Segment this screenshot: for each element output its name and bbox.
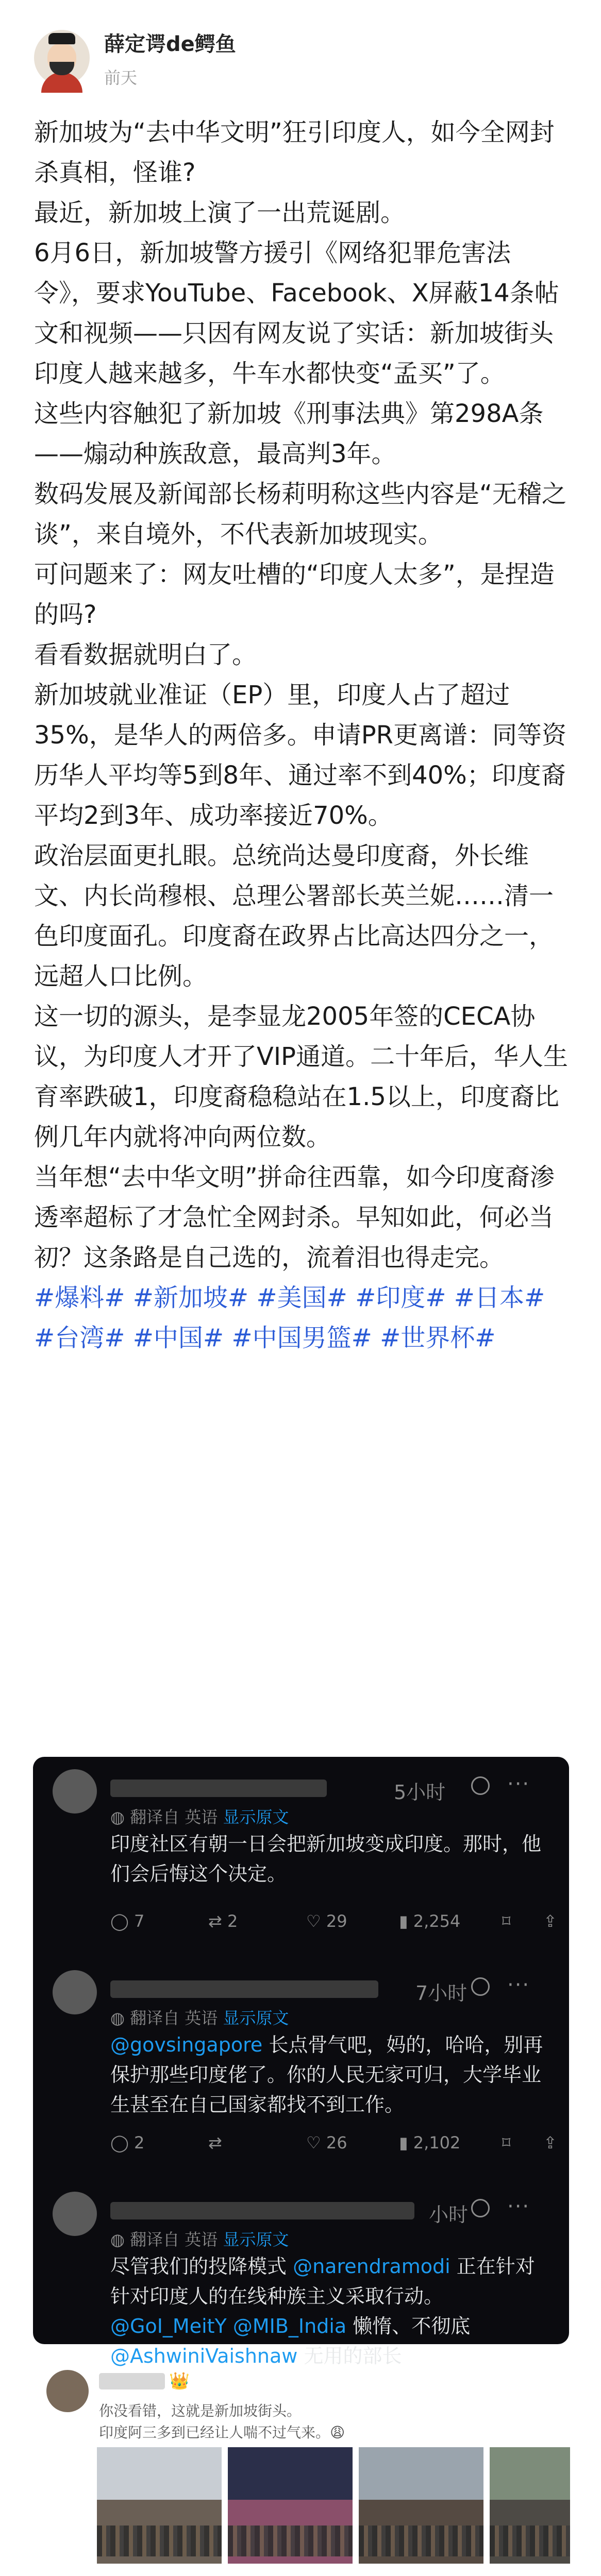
photo-sky bbox=[97, 2447, 222, 2500]
reply-count-value: 2 bbox=[133, 2133, 145, 2153]
grok-icon bbox=[471, 1977, 490, 1996]
comment-avatar bbox=[46, 2370, 89, 2412]
photo-sky bbox=[490, 2447, 570, 2500]
view-count-value: 2,254 bbox=[413, 1911, 461, 1931]
globe-icon: ◍ bbox=[110, 2230, 130, 2249]
comment-preview bbox=[34, 2370, 570, 2576]
vip-badge-icon: 👑 bbox=[169, 2371, 190, 2391]
comment-photo bbox=[490, 2447, 570, 2564]
repost-count bbox=[208, 2133, 222, 2153]
translation-note bbox=[110, 2227, 289, 2250]
post-header bbox=[34, 23, 570, 95]
tweet-time: 小时 bbox=[429, 2204, 469, 2226]
more-icon: ··· bbox=[507, 1973, 530, 1997]
tweet-text bbox=[110, 2030, 548, 2120]
tweet-item bbox=[33, 1757, 569, 1953]
tweet-text-part: 懒惰、不彻底 bbox=[346, 2315, 471, 2337]
tweet-time: 7小时 bbox=[415, 1982, 468, 2005]
repost-count bbox=[208, 1911, 238, 1931]
views-icon: ▮ bbox=[399, 2133, 413, 2153]
post-paragraph: 政治层面更扎眼。总统尚达曼印度裔，外长维文、内长尚穆根、总理公署部长英兰妮……清一色印度面孔。印度裔在政界占比高达四分之一，远超人口比例。 bbox=[34, 841, 554, 991]
tweet-username-blurred bbox=[110, 1780, 327, 1797]
heart-icon: ♡ bbox=[306, 2133, 326, 2153]
like-count-value: 29 bbox=[326, 1911, 347, 1931]
grok-icon bbox=[471, 1776, 490, 1795]
tweet-username-blurred bbox=[110, 1980, 378, 1998]
tweet-text bbox=[110, 2251, 548, 2371]
more-icon: ··· bbox=[507, 2195, 530, 2218]
author-avatar[interactable] bbox=[34, 30, 90, 86]
post-paragraph: 新加坡为“去中华文明”狂引印度人，如今全网封杀真相，怪谁? bbox=[34, 118, 555, 187]
heart-icon: ♡ bbox=[306, 1911, 326, 1931]
show-original-link: 显示原文 bbox=[223, 2008, 289, 2028]
repost-count-value: 2 bbox=[227, 1911, 238, 1931]
tweet-text-part: 尽管我们的投降模式 bbox=[110, 2255, 293, 2278]
tweet-mention: @GoI_MeitY bbox=[110, 2315, 227, 2337]
translation-note bbox=[110, 2005, 289, 2029]
tweet-text-part: 正在针对针对印度人的在线种族主义采取行动。 bbox=[110, 2255, 535, 2308]
photo-crowd bbox=[359, 2526, 483, 2556]
like-count bbox=[306, 1911, 347, 1931]
repost-icon: ⇄ bbox=[208, 1911, 227, 1931]
globe-icon: ◍ bbox=[110, 2008, 130, 2028]
view-count bbox=[399, 2133, 460, 2153]
post-paragraph: 看看数据就明白了。 bbox=[34, 640, 257, 669]
photo-crowd bbox=[97, 2526, 222, 2556]
tweet-avatar bbox=[53, 1970, 97, 2014]
photo-sky bbox=[228, 2447, 353, 2500]
tweet-text-part: 无用的部长 bbox=[297, 2345, 402, 2367]
post-paragraph: 当年想“去中华文明”拼命往西靠，如今印度裔渗透率超标了才急忙全网封杀。早知如此，何必当初？这条路是自己选的，流着泪也得走完。 bbox=[34, 1163, 555, 1272]
share-icon: ⇪ bbox=[543, 2133, 557, 2153]
comment-photo bbox=[228, 2447, 353, 2564]
reply-icon: ◯ bbox=[110, 2133, 134, 2153]
comment-text: 你没看错，这就是新加坡街头。 bbox=[99, 2402, 302, 2419]
avatar-beard bbox=[49, 62, 74, 75]
reply-count-value: 7 bbox=[133, 1911, 145, 1931]
avatar-hat bbox=[48, 33, 75, 44]
view-count-value: 2,102 bbox=[413, 2133, 461, 2153]
avatar-body bbox=[41, 72, 82, 93]
post-paragraph: 新加坡就业准证（EP）里，印度人占了超过35%，是华人的两倍多。申请PR更离谱：同等资历华人平均等5到8年、通过率不到40%；印度裔平均2到3年、成功率接近70%。 bbox=[34, 681, 566, 830]
views-icon: ▮ bbox=[399, 1911, 413, 1931]
post-paragraph: 最近，新加坡上演了一出荒诞剧。 bbox=[34, 198, 406, 227]
post-paragraph: 数码发展及新闻部长杨莉明称这些内容是“无稽之谈”，来自境外，不代表新加坡现实。 bbox=[34, 480, 566, 549]
topic-tags[interactable]: #爆料# #新加坡# #美国# #印度# #日本# #台湾# #中国# #中国男篮# #世界杯# bbox=[34, 1283, 545, 1352]
tweet-mention: @govsingapore bbox=[110, 2033, 263, 2056]
tweet-avatar bbox=[53, 1769, 97, 1814]
photo-sky bbox=[359, 2447, 483, 2500]
show-original-link: 显示原文 bbox=[223, 1807, 289, 1827]
comment-photo bbox=[359, 2447, 483, 2564]
post-paragraph: 可问题来了：网友吐槽的“印度人太多”，是捏造的吗? bbox=[34, 560, 555, 629]
photo-crowd bbox=[490, 2526, 570, 2556]
tweet-username-blurred bbox=[110, 2202, 414, 2219]
translated-from-label: 翻译自 英语 bbox=[130, 2008, 218, 2028]
tweet-avatar bbox=[53, 2192, 97, 2236]
comment-photo bbox=[97, 2447, 222, 2564]
tweet-item bbox=[33, 2179, 569, 2367]
photo-crowd bbox=[228, 2526, 353, 2556]
tweet-actions bbox=[110, 1911, 564, 1937]
tweet-time: 5小时 bbox=[394, 1781, 446, 1804]
tweet-mention: @AshwiniVaishnaw bbox=[110, 2345, 298, 2367]
reply-count bbox=[110, 2133, 144, 2153]
comment-username-blurred bbox=[99, 2373, 165, 2389]
post-time: 前天 bbox=[104, 68, 138, 88]
bookmark-icon: ⌑ bbox=[502, 2133, 511, 2153]
tweet-mention: @narendramodi bbox=[293, 2255, 450, 2278]
share-icon: ⇪ bbox=[543, 1911, 557, 1931]
tweet-item bbox=[33, 1958, 569, 2174]
reply-icon: ◯ bbox=[110, 1911, 134, 1931]
bookmark-icon: ⌑ bbox=[502, 1911, 511, 1931]
like-count-value: 26 bbox=[326, 2133, 347, 2153]
tweet-actions bbox=[110, 2133, 564, 2159]
translated-from-label: 翻译自 英语 bbox=[130, 1807, 218, 1827]
grok-icon bbox=[471, 2199, 490, 2217]
like-count bbox=[306, 2133, 347, 2153]
tweet-mention: @MIB_India bbox=[232, 2315, 347, 2337]
view-count bbox=[399, 1911, 460, 1931]
post-body bbox=[34, 112, 570, 1358]
globe-icon: ◍ bbox=[110, 1807, 130, 1827]
author-name[interactable]: 薛定谔de鳄鱼 bbox=[104, 32, 236, 56]
show-original-link: 显示原文 bbox=[223, 2230, 289, 2249]
post-paragraph: 这一切的源头，是李显龙2005年签的CECA协议，为印度人才开了VIP通道。二十年后，华人生育率跌破1，印度裔稳稳站在1.5以上，印度裔比例几年内就将冲向两位数。 bbox=[34, 1002, 568, 1151]
translation-note bbox=[110, 1804, 289, 1828]
repost-icon: ⇄ bbox=[208, 2133, 222, 2153]
embedded-tweet-screenshot bbox=[33, 1757, 569, 2367]
post-paragraph: 这些内容触犯了新加坡《刑事法典》第298A条——煽动种族敌意，最高判3年。 bbox=[34, 399, 544, 468]
post-paragraph: 6月6日，新加坡警方援引《网络犯罪危害法令》，要求YouTube、Facebook、X屏蔽14条帖文和视频——只因有网友说了实话：新加坡街头印度人越来越多，牛车水都快变“孟买”了。 bbox=[34, 239, 559, 388]
reply-count bbox=[110, 1911, 144, 1931]
comment-text: 印度阿三多到已经让人喘不过气来。😩 bbox=[99, 2424, 345, 2441]
tweet-text-body: 长点骨气吧，妈的，哈哈，别再保护那些印度佬了。你的人民无家可归，大学毕业生甚至在自己国家都找不到工作。 bbox=[110, 2033, 543, 2116]
translated-from-label: 翻译自 英语 bbox=[130, 2230, 218, 2249]
tweet-text: 印度社区有朝一日会把新加坡变成印度。那时，他们会后悔这个决定。 bbox=[110, 1833, 542, 1885]
more-icon: ··· bbox=[507, 1772, 530, 1796]
